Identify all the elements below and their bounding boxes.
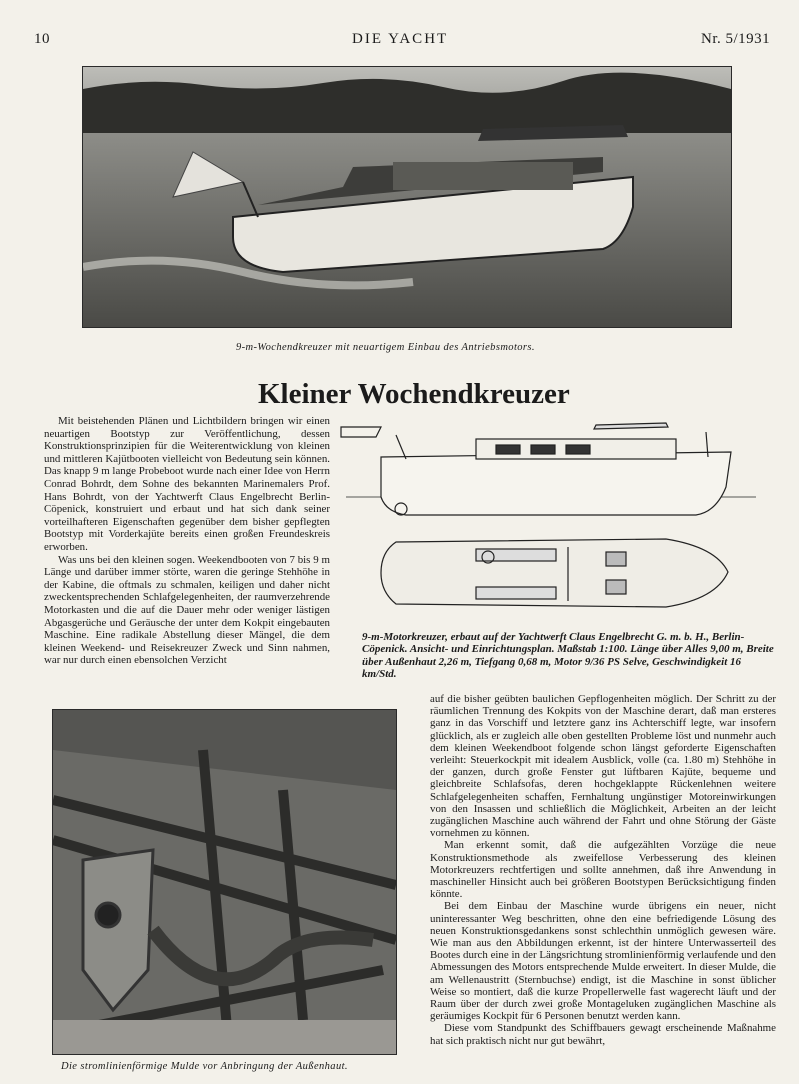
hull-frame-photo (52, 709, 397, 1055)
boat-photo (82, 66, 732, 328)
paragraph: Diese vom Standpunkt des Schiffbauers gewagt erscheinende Maßnahme hat sich praktisch nicht nur gut bewährt, (430, 1022, 776, 1047)
article-title: Kleiner Wochendkreuzer (258, 378, 570, 410)
page-number: 10 (34, 31, 50, 47)
boat-plan-drawing (336, 417, 766, 627)
paragraph: auf die bisher geübten baulichen Gepflogenheiten möglich. Der Schritt zu der räumlichen Trennung des Kokpits von der Maschine derart, daß man ersteres ganz in das Vorschiff und letztere ganz ins Achterschiff legte, war insofern glücklich, als er zugleich alle oben gestellten Probleme löst und nunmehr auch dem kleinen Weekendboot folgende schon längst geforderte Eigenschaften verleiht: Steuerkockpit mit idealem Ausblick, volle (ca. 1.80 m) Stehhöhe in der ganzen, durch große Fenster gut lüftbaren Kajüte, bequeme und gleichbreite Schlafsofas, deren hochgeklappte Rückenlehnen weitere Schlafgelegenheiten schaffen, Fernhaltung ungünstiger Motoreinwirkungen von den Insassen und schließlich die Möglichkeit, Arbeiten an der leicht zugänglichen Maschine auch während der Fahrt und ohne Störung der Gäste vornehmen zu können. (430, 693, 776, 840)
right-column (430, 693, 776, 1047)
top-photo-caption: 9-m-Wochendkreuzer mit neuartigem Einbau des Antriebsmotors. (236, 342, 535, 353)
issue-number: Nr. 5/1931 (701, 31, 771, 47)
paragraph: Bei dem Einbau der Maschine wurde übrigens ein neuer, nicht uninteressanter Weg beschritten, ohne den eine befriedigende Lösung des neuen Konstruktionsgedankens sonst schlechthin unmöglich gewesen wäre. Wie man aus den Abbildungen erkennt, ist der hintere Unterwasserteil des Bootes durch eine in der Längsrichtung stromlinienförmig verlaufende und den Abmessungen des Motors entsprechende Mulde erweitert. In dieser Mulde, die am Wellenaustritt (Sternbuchse) endigt, ist die Maschine in sonst üblicher Weise so montiert, daß die kurze Propellerwelle fast wagerecht läuft und der Raum über der durch zwei große Montageluken zugänglichen Maschine als geräumiges Kockpit für 6 Personen benutzt werden kann. (430, 900, 776, 1023)
paragraph: Mit beistehenden Plänen und Lichtbildern bringen wir einen neuartigen Bootstyp zur Veröffentlichung, dessen Konstruktionsprinzipien für die Weiterentwicklung von kleinen und mittleren Kajütbooten vielleicht von Bedeutung sein können. Das knapp 9 m lange Probeboot wurde nach einer Idee von Herrn Conrad Bohrdt, dem Sohne des bekannten Marinemalers Prof. Hans Bohrdt, von der Yachtwerft Claus Engelbrecht Berlin-Cöpenick, konstruiert und erbaut und hat sich dank seiner vorteilhafteren Eigenschaften gegenüber dem bisher gepflegten Bootstyp mit Vorderkajüte bereits einen großen Freundeskreis erworben. (44, 415, 330, 553)
deck-plan (381, 539, 728, 607)
paragraph: Was uns bei den kleinen sogen. Weekendbooten von 7 bis 9 m Länge und darüber immer störte, waren die geringe Stehhöhe in der Kabine, die oftmals zu schmalen, keiligen und daher nicht zweckentsprechenden Schlafgelegenheiten, der raumverzehrende Motorkasten und die auf die Dauer mehr oder weniger lästigen Abgasgerüche und Geräusche der unter dem Kokpit eingebauten Maschine. Eine radikale Abstellung dieser Mängel, die dem kleinen Weekend- und Reisekreuzer Zweck und Sinn nahmen, war nur durch einen ebensolchen Verzicht (44, 553, 330, 667)
plan-caption: 9-m-Motorkreuzer, erbaut auf der Yachtwerft Claus Engelbrecht G. m. b. H., Berlin-Cöpenick. Ansicht- und Einrichtungsplan. Maßstab 1:100. Länge über Alles 9,00 m, Breite über Außenhaut 2,26 m, Tiefgang 0,68 m, Motor 9/36 PS Selve, Geschwindigkeit 16 km/Std. (362, 631, 774, 681)
boat-photo-image (83, 67, 731, 327)
hull-frame-image (53, 710, 396, 1054)
plan-svg (336, 417, 766, 627)
bottom-photo-caption: Die stromlinienförmige Mulde vor Anbringung der Außenhaut. (61, 1061, 348, 1072)
left-column (44, 415, 330, 667)
paragraph: Man erkennt somit, daß die aufgezählten Vorzüge die neue Konstruktionsmethode als zweifellose Verbesserung des kleinen Motorkreuzers rechtfertigen und sollte annehmen, daß ihre Anwendung in maschineller Hinsicht auch bei größeren Bootstypen Berücksichtigung finden könnte. (430, 839, 776, 901)
side-elevation (341, 423, 756, 515)
journal-title: DIE YACHT (352, 31, 449, 47)
